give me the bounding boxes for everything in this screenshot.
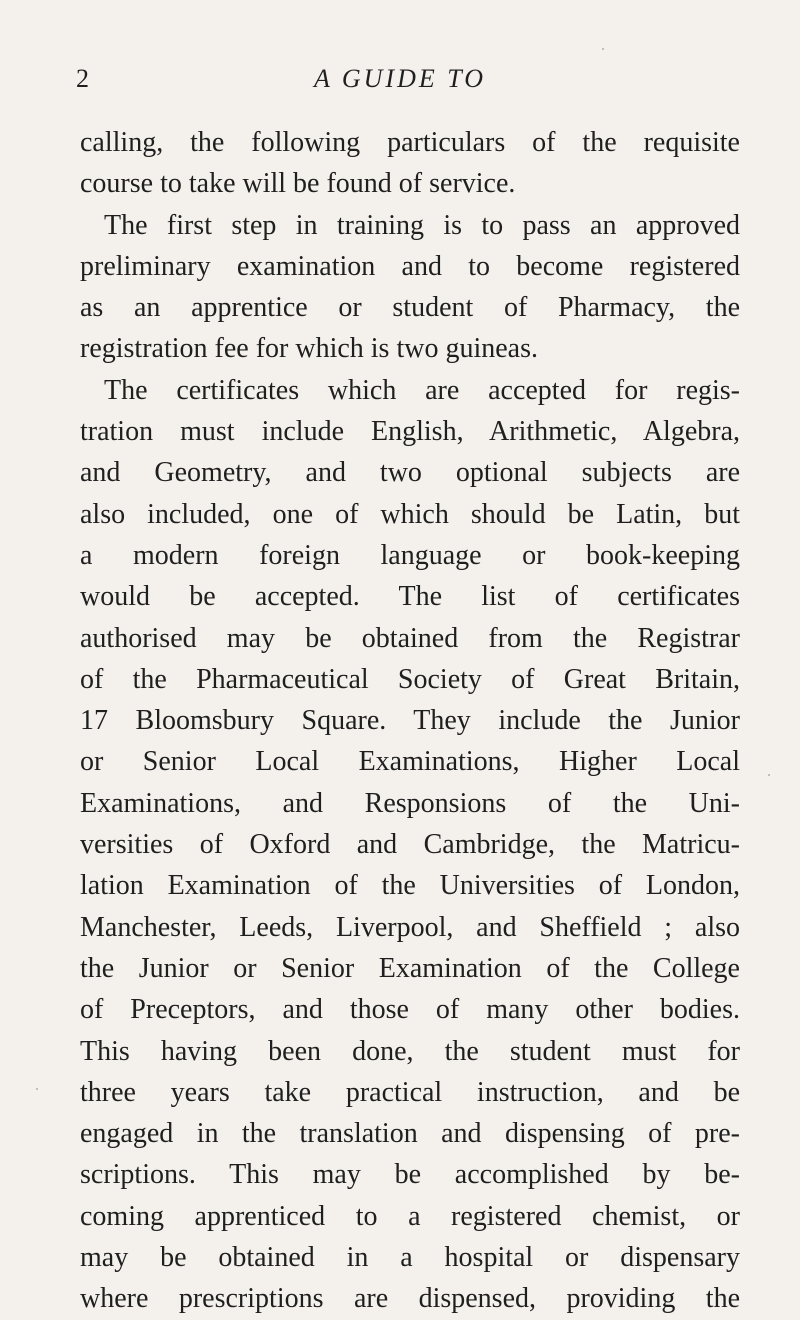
text-line: lation Examination of the Universities of London, xyxy=(80,870,740,902)
page-number: 2 xyxy=(76,64,89,93)
text-line: registration fee for which is two guineas. xyxy=(80,333,538,365)
text-line: 17 Bloomsbury Square. They include the Junior xyxy=(80,705,740,737)
text-line: would be accepted. The list of certificates xyxy=(80,581,740,613)
text-line: Manchester, Leeds, Liverpool, and Sheffield ; also xyxy=(80,911,740,943)
text-line: The certificates which are accepted for regis- xyxy=(104,374,740,406)
running-head: A GUIDE TO xyxy=(313,64,487,93)
paper-speck xyxy=(602,48,604,50)
text-line: and Geometry, and two optional subjects are xyxy=(80,457,740,489)
text-line: Examinations, and Responsions of the Uni- xyxy=(80,787,740,819)
text-line: or Senior Local Examinations, Higher Local xyxy=(80,746,740,778)
text-line: tration must include English, Arithmetic, Algebra, xyxy=(80,416,740,448)
text-line: versities of Oxford and Cambridge, the Matricu- xyxy=(80,829,740,861)
text-line: The first step in training is to pass an approved xyxy=(104,209,740,241)
body-text xyxy=(80,122,740,1320)
text-line: where prescriptions are dispensed, providing the xyxy=(80,1283,740,1315)
paper-speck xyxy=(768,774,770,776)
text-line: as an apprentice or student of Pharmacy, the xyxy=(80,292,740,324)
text-line: also included, one of which should be Latin, but xyxy=(80,498,740,530)
text-line: course to take will be found of service. xyxy=(80,168,516,200)
paper-speck xyxy=(36,1088,38,1090)
text-line: scriptions. This may be accomplished by be- xyxy=(80,1159,740,1191)
text-line: calling, the following particulars of the requisite xyxy=(80,127,740,158)
text-line: authorised may be obtained from the Registrar xyxy=(80,622,740,654)
text-line: This having been done, the student must for xyxy=(80,1035,740,1067)
text-line: the Junior or Senior Examination of the College xyxy=(80,952,740,984)
text-line: of Preceptors, and those of many other bodies. xyxy=(80,994,740,1026)
text-line: may be obtained in a hospital or dispensary xyxy=(80,1242,740,1274)
text-line: of the Pharmaceutical Society of Great Britain, xyxy=(80,663,740,695)
text-line: a modern foreign language or book-keeping xyxy=(80,539,740,571)
text-line: three years take practical instruction, and be xyxy=(80,1076,740,1108)
text-line: engaged in the translation and dispensing of pre- xyxy=(80,1118,740,1150)
text-line: coming apprenticed to a registered chemist, or xyxy=(80,1200,740,1232)
text-line: preliminary examination and to become registered xyxy=(80,250,740,282)
